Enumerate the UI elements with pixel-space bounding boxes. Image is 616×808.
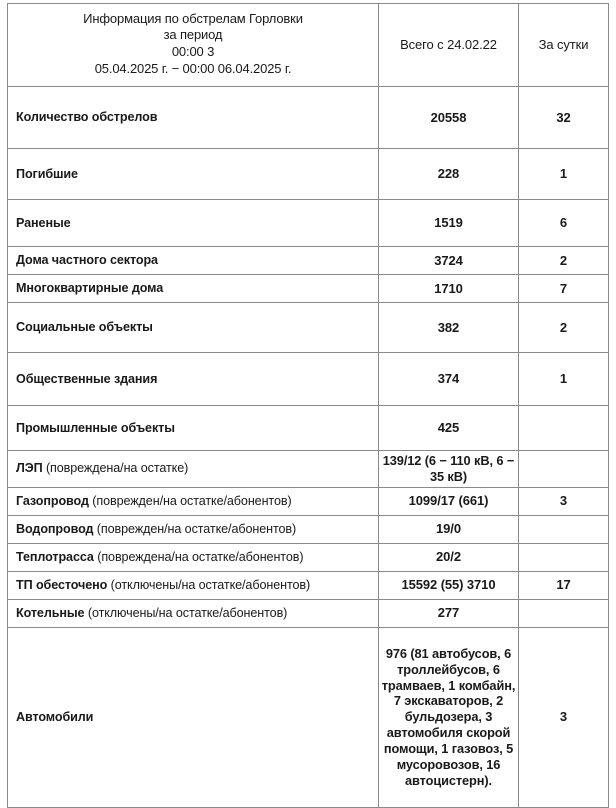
row-total-cell (379, 571, 519, 599)
row-day-cell (519, 200, 609, 247)
row-total-cell (379, 406, 519, 451)
shelling-report-table (7, 3, 609, 808)
row-day-value: 1 (559, 371, 568, 387)
row-label-cell (8, 353, 379, 406)
row-label-main: Многоквартирные дома (16, 281, 164, 296)
row-total-cell (379, 200, 519, 247)
row-total-value: 19/0 (436, 521, 461, 537)
table-row (8, 515, 609, 543)
row-label-cell (8, 303, 379, 353)
row-label-main: Общественные здания (16, 371, 158, 386)
row-total-cell (379, 487, 519, 515)
table-row (8, 303, 609, 353)
row-label (8, 548, 378, 567)
row-day-cell (519, 87, 609, 149)
row-total-cell (379, 149, 519, 200)
row-total-cell (379, 451, 519, 488)
row-total-cell (379, 247, 519, 275)
row-total-value: 20558 (430, 109, 467, 125)
row-label-main: Котельные (16, 605, 85, 620)
row-total-value: 1710 (434, 280, 463, 296)
row-label-cell (8, 627, 379, 807)
row-day-value: 2 (559, 252, 568, 268)
row-label-main: Промышленные объекты (16, 420, 175, 435)
row-day-value: 1 (559, 166, 568, 182)
row-total-cell (379, 303, 519, 353)
row-label-cell (8, 599, 379, 627)
table-row (8, 627, 609, 807)
row-label-cell (8, 247, 379, 275)
row-label-note: (поврежден/на остатке/абонентов) (88, 493, 292, 508)
header-title-block (8, 7, 378, 84)
row-label (8, 214, 378, 233)
row-day-cell (519, 353, 609, 406)
row-day-value: 3 (559, 493, 568, 509)
row-label-cell (8, 406, 379, 451)
header-title-line-2: за период (163, 27, 223, 43)
row-day-cell (519, 275, 609, 303)
header-day-label: За сутки (538, 37, 589, 53)
row-total-cell (379, 515, 519, 543)
row-label-main: ЛЭП (16, 461, 43, 476)
row-day-cell (519, 303, 609, 353)
row-label (8, 520, 378, 539)
table-row (8, 275, 609, 303)
row-label-main: Газопровод (16, 493, 89, 508)
row-day-value (519, 527, 608, 531)
row-label-main: Погибшие (16, 166, 78, 181)
row-label-cell (8, 200, 379, 247)
row-label (8, 108, 378, 127)
row-day-cell (519, 599, 609, 627)
row-label-note: (отключены/на остатке/абонентов) (84, 605, 288, 620)
row-day-cell (519, 451, 609, 488)
table-row (8, 353, 609, 406)
row-total-cell (379, 87, 519, 149)
row-label-main: Дома частного сектора (16, 253, 158, 268)
row-day-value: 3 (559, 709, 568, 725)
row-total-value: 139/12 (6 − 110 кВ, 6 − 35 кВ) (382, 453, 515, 484)
row-day-cell (519, 515, 609, 543)
row-day-value: 7 (559, 280, 568, 296)
row-label-note: (поврежден/на остатке/абонентов) (93, 521, 297, 536)
row-label-cell (8, 87, 379, 149)
header-total-cell (379, 4, 519, 87)
header-title-line-3: 00:00 3 (171, 44, 215, 59)
table-header-row (8, 4, 609, 87)
header-total-label: Всего с 24.02.22 (400, 37, 497, 53)
row-label-cell (8, 571, 379, 599)
table-row (8, 200, 609, 247)
row-day-value (519, 426, 608, 430)
row-total-value: 382 (437, 319, 460, 335)
row-label (8, 576, 378, 595)
table-row (8, 149, 609, 200)
table-row (8, 247, 609, 275)
row-total-value: 976 (81 автобусов, 6 троллейбусов, 6 трамваев, 1 комбайн, 7 экскаваторов, 2 бульдозера, 3 автомобиля скорой помощи, 1 газовоз, 5 мусоровозов, 16 автоцистерн). (381, 645, 516, 788)
row-label (8, 604, 378, 623)
row-day-value (519, 611, 608, 615)
row-label (8, 492, 378, 511)
row-label (8, 251, 378, 270)
row-total-value: 15592 (55) 3710 (401, 577, 496, 593)
row-day-cell (519, 627, 609, 807)
row-day-cell (519, 571, 609, 599)
row-label-cell (8, 149, 379, 200)
table-row (8, 451, 609, 488)
row-total-value: 1519 (434, 215, 463, 231)
row-label-cell (8, 451, 379, 488)
row-day-cell (519, 543, 609, 571)
row-day-value (519, 467, 608, 471)
row-label-main: Раненые (16, 215, 71, 230)
row-total-value: 228 (437, 166, 460, 182)
row-label-main: Автомобили (16, 709, 94, 724)
row-day-cell (519, 487, 609, 515)
row-label-main: Теплотрасса (16, 549, 94, 564)
row-label-cell (8, 487, 379, 515)
row-label (8, 279, 378, 298)
row-total-cell (379, 543, 519, 571)
table-row (8, 487, 609, 515)
row-total-value: 277 (437, 605, 460, 621)
row-label (8, 165, 378, 184)
row-label-main: Количество обстрелов (16, 110, 158, 125)
row-total-cell (379, 627, 519, 807)
row-label (8, 419, 378, 438)
row-total-cell (379, 353, 519, 406)
row-label (8, 318, 378, 337)
row-day-cell (519, 149, 609, 200)
row-total-value: 1099/17 (661) (408, 493, 489, 509)
table-row (8, 87, 609, 149)
table-row (8, 543, 609, 571)
row-total-value: 3724 (434, 252, 463, 268)
table-row (8, 571, 609, 599)
row-day-cell (519, 406, 609, 451)
row-total-value: 20/2 (436, 549, 461, 565)
row-total-value: 425 (437, 420, 460, 436)
row-total-cell (379, 275, 519, 303)
row-day-value: 17 (556, 577, 571, 593)
row-label-note: (отключены/на остатке/абонентов) (107, 577, 311, 592)
row-total-value: 374 (437, 371, 460, 387)
row-label (8, 708, 378, 727)
row-label-main: ТП обесточено (16, 577, 108, 592)
row-label-cell (8, 543, 379, 571)
row-label-note: (повреждена/на остатке/абонентов) (93, 549, 304, 564)
header-title-line-1: Информация по обстрелам Горловки (83, 10, 303, 26)
row-day-cell (519, 247, 609, 275)
row-label (8, 370, 378, 389)
row-total-cell (379, 599, 519, 627)
row-day-value (519, 555, 608, 559)
header-title-line-4: 05.04.2025 г. − 00:00 06.04.2025 г. (94, 60, 292, 76)
row-day-value: 32 (556, 109, 571, 125)
row-label-note: (повреждена/на остатке) (42, 461, 189, 476)
row-label-main: Социальные объекты (16, 320, 153, 335)
row-label-main: Водопровод (16, 521, 94, 536)
row-day-value: 2 (559, 319, 568, 335)
row-label-cell (8, 515, 379, 543)
row-day-value: 6 (559, 215, 568, 231)
row-label-cell (8, 275, 379, 303)
header-day-cell (519, 4, 609, 87)
table-row (8, 599, 609, 627)
header-title-cell (8, 4, 379, 87)
table-row (8, 406, 609, 451)
row-label (8, 459, 378, 478)
